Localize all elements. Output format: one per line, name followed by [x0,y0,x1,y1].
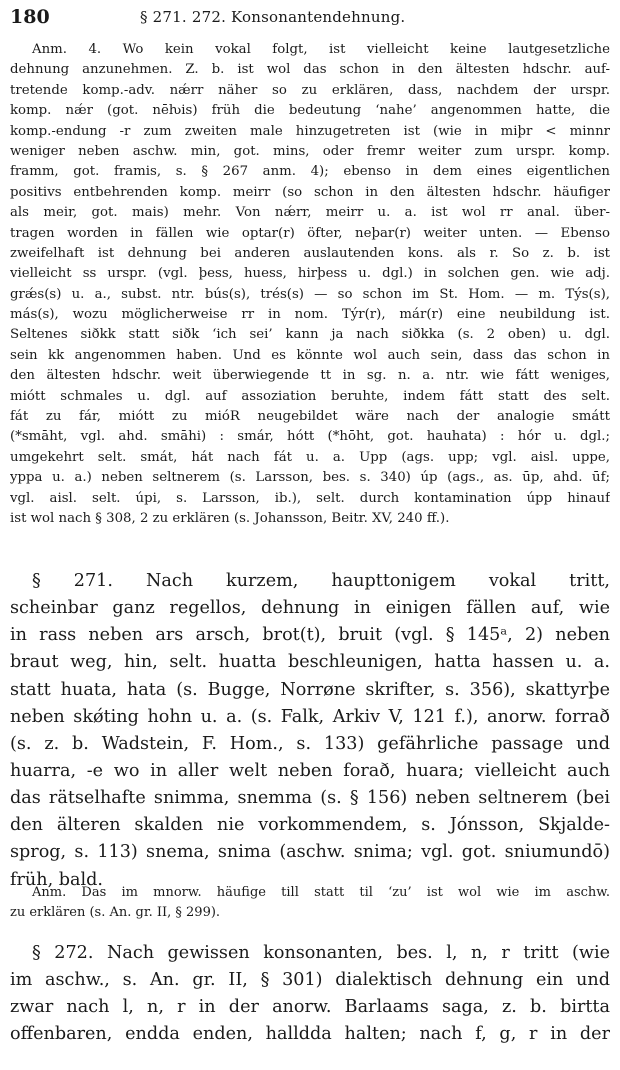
section-271-line: sprog, s. 113) snema, snima (aschw. snima; vgl. got. sniumundō) [10,842,610,863]
anm4-line: weniger neben aschw. min, got. mins, oder fremr weiter zum urspr. komp. [10,143,610,159]
anm4-line: framm, got. framis, s. § 267 anm. 4); ebenso in dem eines eigentlichen [10,164,610,180]
anm4-line: tragen worden in fällen wie optar(r) öfter, neþar(r) weiter unten. — Ebenso [10,225,610,241]
section-272 [10,940,610,1049]
anm4-note [10,40,610,529]
anm4-line: fát zu fár, miótt zu mióR neugebildet wäre nach der analogie smátt [10,409,610,425]
anm4-line: Anm. 4. Wo kein vokal folgt, ist vielleicht keine lautgesetzliche [32,42,610,57]
section-271-line: in rass neben ars arsch, brot(t), bruit (vgl. § 145ᵃ, 2) neben [10,625,610,646]
section-271-line: (s. z. b. Wadstein, F. Hom., s. 133) gefährliche passage und [10,733,610,754]
anm4-line: yppa u. a.) neben seltnerem (s. Larsson, bes. s. 340) úp (ags., as. ūp, ahd. ūf; [10,470,610,486]
running-head: § 271. 272. Konsonantendehnung. [140,8,406,26]
anm4-line: (*smāht, vgl. ahd. smāhi) : smár, hótt (*hōht, got. hauhata) : hór u. dgl.; [10,429,610,445]
section-271-line: scheinbar ganz regellos, dehnung in einigen fällen auf, wie [10,598,610,619]
section-272-line: § 272. Nach gewissen konsonanten, bes. l, n, r tritt (wie [32,943,610,963]
page-header [10,6,610,32]
section-271-line: früh, bald. [10,869,104,890]
anm4-line: komp.-endung -r zum zweiten male hinzugetreten ist (wie in miþr < minnr [10,123,610,139]
section-271-line: huarra, -e wo in aller welt neben forað, huara; vielleicht auch [10,760,610,781]
section-271-line: neben skǿting hohn u. a. (s. Falk, Arkiv V, 121 f.), anorw. forrað [10,706,610,727]
anm4-line: als meir, got. mais) mehr. Von nǽrr, meirr u. a. ist wol rr anal. über- [10,205,610,221]
anm4-line: dehnung anzunehmen. Z. b. ist wol das schon in den ältesten hdschr. auf- [10,62,610,78]
anm4-line: den ältesten hdschr. weit überwiegende tt in sg. n. a. ntr. wie fátt weniges, [10,368,610,384]
section-271-line: das rätselhafte snimma, snemma (s. § 156) neben seltnerem (bei [10,788,610,809]
anm4-line: más(s), wozu möglicherweise rr in nom. Týr(r), már(r) eine neubildung ist. [10,307,610,323]
anm4-line: positivs entbehrenden komp. meirr (so schon in den ältesten hdschr. häufiger [10,184,610,200]
section-271-line: statt huata, hata (s. Bugge, Norrøne skrifter, s. 356), skattyrþe [10,679,610,700]
section-271-note-line: zu erklären (s. An. gr. II, § 299). [10,905,221,920]
section-271-note [10,883,610,923]
anm4-line: umgekehrt selt. smát, hát nach fát u. a. Upp (ags. upp; vgl. aisl. uppe, [10,449,610,465]
section-271 [10,568,610,894]
section-272-line: zwar nach l, n, r in der anorw. Barlaams saga, z. b. birtta [10,997,610,1018]
section-272-line: im aschw., s. An. gr. II, § 301) dialektisch dehnung ein und [10,970,610,991]
section-271-line: § 271. Nach kurzem, haupttonigem vokal tritt, [32,571,610,591]
anm4-line: miótt schmales u. dgl. auf assoziation beruhte, indem fátt statt des selt. [10,388,610,404]
section-271-line: braut weg, hin, selt. huatta beschleunigen, hatta hassen u. a. [10,652,610,673]
anm4-line: vgl. aisl. selt. úpi, s. Larsson, ib.), selt. durch kontamination úpp hinauf [10,490,610,506]
anm4-line: tretende komp.-adv. nǽrr näher so zu erklären, dass, nachdem der urspr. [10,82,610,98]
anm4-line: grǽs(s) u. a., subst. ntr. bús(s), trés(s) — so schon im St. Hom. — m. Týs(s), [10,286,610,302]
section-271-line: den älteren skalden nie vorkommendem, s. Jónsson, Skjalde- [10,815,610,836]
anm4-line: komp. nǽr (got. nēƕis) früh die bedeutung ‘nahe’ angenommen hatte, die [10,103,610,119]
section-271-note-line: Anm. Das im mnorw. häufige till statt til ‘zu’ ist wol wie im aschw. [32,885,610,900]
page-number: 180 [10,6,50,28]
anm4-line: zweifelhaft ist dehnung bei anderen auslautenden kons. als r. So z. b. ist [10,245,610,261]
section-272-line: offenbaren, endda enden, hallddа halten; nach f, g, r in der [10,1024,610,1045]
anm4-line: vielleicht ss urspr. (vgl. þess, huess, hirþess u. dgl.) in solchen gen. wie adj. [10,266,610,282]
anm4-line: ist wol nach § 308, 2 zu erklären (s. Johansson, Beitr. XV, 240 ff.). [10,510,450,526]
anm4-line: sein kk angenommen haben. Und es könnte wol auch sein, dass das schon in [10,347,610,363]
anm4-line: Seltenes siðkk statt siðk ‘ich sei’ kann ja nach siðkka (s. 2 oben) u. dgl. [10,327,610,343]
